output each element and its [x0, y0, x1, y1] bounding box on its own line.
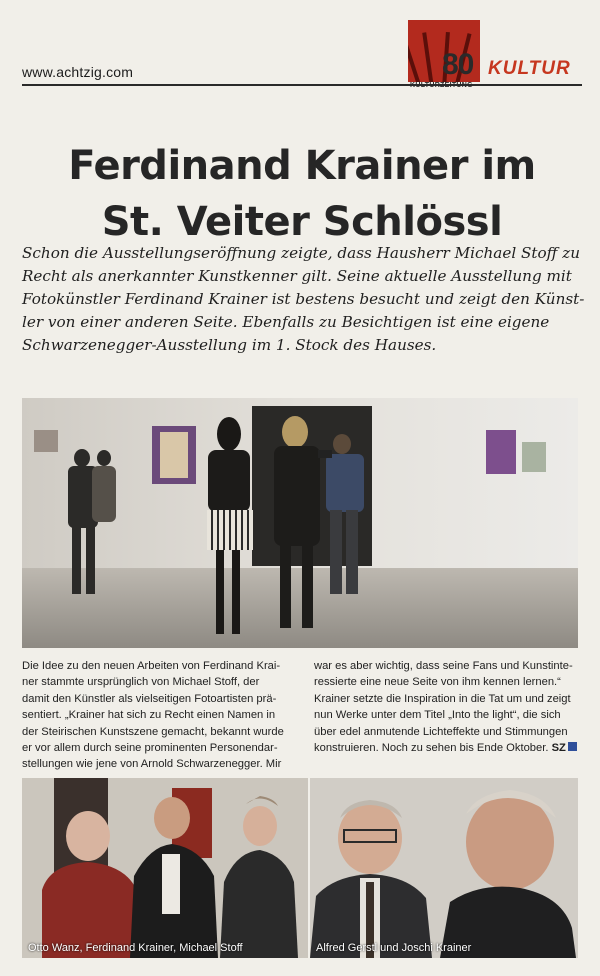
body-line: über edel anmutende Lichteffekte und Stimmungen — [314, 725, 568, 738]
lead-line: ler von einer anderen Seite. Ebenfalls zu Besichtigen ist eine eigene — [22, 313, 550, 331]
lead-line: Schwarzenegger-Ausstellung im 1. Stock des Hauses. — [22, 336, 437, 354]
body-column-2 — [314, 658, 582, 756]
section-label: KULTUR — [488, 58, 571, 79]
lead-line: Schon die Ausstellungseröffnung zeigte, dass Hausherr Michael Stoff zu — [22, 244, 581, 262]
body-line-last — [314, 740, 582, 756]
headline-line: Ferdinand Krainer im — [68, 143, 536, 189]
end-mark-icon — [568, 742, 577, 751]
headline-line: St. Veiter Schlössl — [101, 199, 503, 245]
site-url[interactable]: www.achtzig.com — [22, 64, 134, 80]
body-line: damit den Künstler als vielseitigen Fotoartisten prä- — [22, 692, 277, 705]
kulturzeitung-logo — [408, 18, 586, 92]
logo-subtitle: KULTURZEITUNG — [410, 82, 473, 89]
body-line: nun Werke unter dem Titel „Into the light“, die sich — [314, 709, 561, 722]
article-headline — [22, 138, 582, 250]
lead-line: Recht als anerkannter Kunstkenner gilt. Seine aktuelle Ausstellung mit — [22, 267, 572, 285]
author-signature: SZ — [551, 742, 566, 755]
body-line: ner stammte ursprünglich von Michael Stoff, der — [22, 676, 260, 689]
body-line: er vor allem durch seine prominenten Personendar- — [22, 742, 278, 755]
logo-number: 80 — [442, 48, 474, 81]
photo-guests-right — [310, 778, 578, 958]
body-line: der Steirischen Kunstszene gemacht, bekannt wurde — [22, 725, 284, 738]
body-line: ressierte eine neue Seite von ihm kennen lernen.“ — [314, 676, 561, 689]
exhibition-photo — [22, 398, 578, 648]
body-line: Krainer setzte die Inspiration in die Tat um und zeigt — [314, 692, 571, 705]
body-line: stellungen wie jene von Arnold Schwarzenegger. Mir — [22, 758, 282, 771]
body-line: konstruieren. Noch zu sehen bis Ende Oktober. — [314, 742, 549, 755]
article-lead — [22, 242, 585, 357]
body-column-1 — [22, 658, 306, 773]
photo-guests-left — [22, 778, 308, 958]
body-line: Die Idee zu den neuen Arbeiten von Ferdinand Krai- — [22, 660, 281, 672]
body-line: sentiert. „Krainer hat sich zu Recht einen Namen in — [22, 709, 276, 722]
body-line: war es aber wichtig, dass seine Fans und Kunstinte- — [314, 660, 573, 672]
photo-caption: Otto Wanz, Ferdinand Krainer, Michael Stoff — [28, 942, 243, 954]
photo-caption: Alfred Gerstl und Joschi Krainer — [316, 942, 472, 954]
lead-line: Fotokünstler Ferdinand Krainer ist bestens besucht und zeigt den Künst- — [22, 290, 585, 308]
